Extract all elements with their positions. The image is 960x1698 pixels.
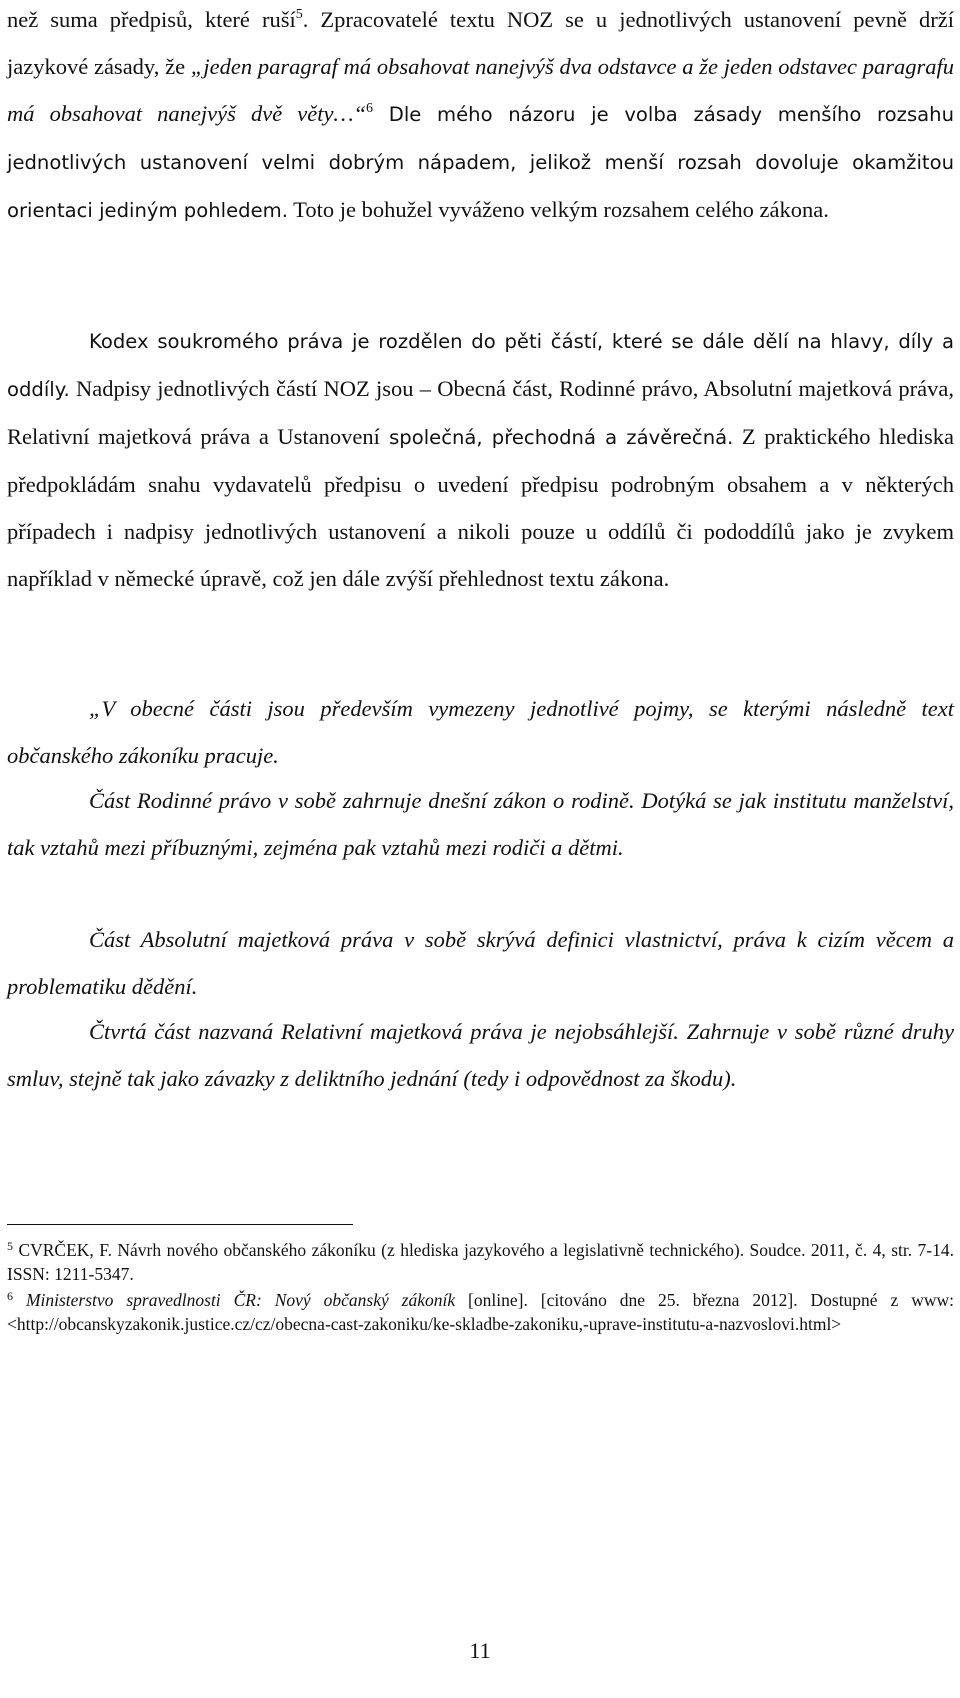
text-span: Nadpisy jednotlivých částí NOZ jsou – Obecná část, Rodinné právo, Absolutní majetková práva, Relativní majetková práva a Ustanovení: [7, 376, 954, 449]
paragraph-6: [7, 1008, 954, 1102]
text-span: „V obecné části jsou především vymezeny jednotlivé pojmy, se kterými následně text občanského zákoníku pracuje.: [7, 696, 954, 768]
text-span: Kodex soukromého práva je rozdělen do pěti částí, které se dále dělí na hlavy, díly a oddíly.: [7, 330, 954, 401]
text-span: Toto je bohužel vyváženo velkým rozsahem celého zákona.: [287, 197, 829, 222]
text-span: než suma předpisů, které ruší: [7, 7, 296, 32]
footnote-text: [online]. [citováno dne 25. března 2012]. Dostupné z www: <http://obcanskyzakonik.justice.cz/cz/obecna-cast-zakoniku/ke-skladbe-zakoniku,-uprave-institutu-a-nazvoslovi.html>: [7, 1290, 954, 1334]
page-number: 11: [469, 1638, 491, 1663]
paragraph-3: [7, 685, 954, 779]
footnote-6: [7, 1288, 954, 1336]
text-span: . Zpracovatelé textu NOZ se u jednotlivých ustanovení pevně drží jazykové zásady, že: [7, 7, 955, 79]
text-span: Část Absolutní majetková práva v sobě skrývá definici vlastnictví, práva k cizím věcem a problematiku dědění.: [7, 927, 954, 999]
paragraph-5: [7, 916, 954, 1010]
text-span: společná, přechodná a závěrečná.: [379, 426, 734, 449]
footnote-title: Ministerstvo spravedlnosti ČR: Nový občanský zákoník: [25, 1290, 456, 1310]
text-span: Část Rodinné právo v sobě zahrnuje dnešní zákon o rodině. Dotýká se jak institutu manželství, tak vztahů mezi příbuznými, zejména pak vztahů mezi rodiči a dětmi.: [7, 788, 954, 860]
paragraph-2: [7, 317, 954, 602]
footnote-5: [7, 1238, 954, 1286]
footnote-ref-6[interactable]: 6: [366, 101, 374, 116]
paragraph-4: [7, 777, 954, 871]
text-span: Čtvrtá část nazvaná Relativní majetková práva je nejobsáhlejší. Zahrnuje v sobě různé druhy smluv, stejně tak jako závazky z deliktního jednání (tedy i odpovědnost za škodu).: [7, 1019, 954, 1091]
footnote-number: 6: [7, 1289, 13, 1303]
text-span: Dle mého názoru je volba zásady menšího rozsahu jednotlivých ustanovení velmi dobrým nápadem, jelikož menší rozsah dovoluje okamžitou orientaci jediným pohledem.: [7, 103, 954, 222]
text-span: Z praktického hlediska předpokládám snahu vydavatelů předpisu o uvedení předpisu podrobným obsahem a v některých případech i nadpisy jednotlivých ustanovení a nikoli pouze u oddílů či pododdílů jako je zvykem například v německé úpravě, což jen dále zvýší přehlednost textu zákona.: [7, 424, 954, 591]
paragraph-1: [7, 0, 954, 234]
quote: „jeden paragraf má obsahovat nanejvýš dva odstavce a že jeden odstavec paragrafu má obsahovat nanejvýš dvě věty…“: [7, 54, 954, 126]
footnote-separator: [7, 1224, 353, 1225]
footnote-ref-5[interactable]: 5: [295, 7, 303, 22]
footnote-number: 5: [7, 1239, 13, 1253]
footnote-text: CVRČEK, F. Návrh nového občanského zákoníku (z hlediska jazykového a legislativně technického). Soudce. 2011, č. 4, str. 7-14. ISSN: 1211-5347.: [7, 1240, 955, 1284]
